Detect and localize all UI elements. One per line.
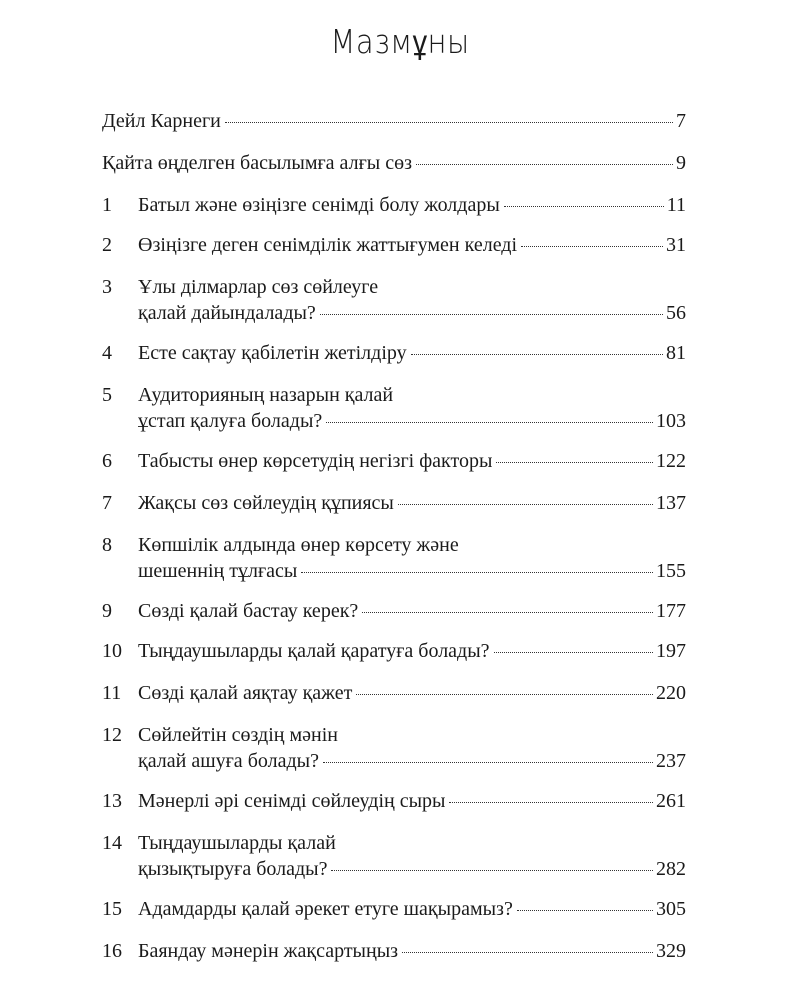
toc-entry[interactable] [102, 274, 686, 326]
page-number: 282 [656, 858, 686, 880]
page-number: 261 [656, 790, 686, 812]
chapter-number: 10 [102, 640, 122, 662]
chapter-title: Сөзді қалай бастау керек? [138, 600, 359, 622]
chapter-title-line2: шешеннің тұлғасы [138, 560, 298, 582]
toc-entry[interactable] [102, 232, 686, 258]
page-number: 237 [656, 750, 686, 772]
page-number: 103 [656, 410, 686, 432]
chapter-number: 7 [102, 492, 112, 514]
dot-leader [320, 314, 663, 315]
chapter-number: 4 [102, 342, 112, 364]
dot-leader [494, 652, 653, 653]
dot-leader [331, 870, 653, 871]
toc-entry[interactable] [102, 722, 686, 774]
toc-entry[interactable] [102, 938, 686, 964]
chapter-title-line1: Көпшілік алдында өнер көрсету және [138, 534, 459, 556]
chapter-title-line2: қалай ашуға болады? [138, 750, 319, 772]
dot-leader [496, 462, 653, 463]
chapter-title-line2: қалай дайындалады? [138, 302, 316, 324]
dot-leader [398, 504, 653, 505]
chapter-number: 5 [102, 384, 112, 406]
toc-entry[interactable] [102, 108, 686, 134]
toc-entry[interactable] [102, 448, 686, 474]
page-number: 329 [656, 940, 686, 962]
dot-leader [521, 246, 663, 247]
dot-leader [402, 952, 653, 953]
chapter-title-line1: Тыңдаушыларды қалай [138, 832, 336, 854]
page-number: 177 [656, 600, 686, 622]
page-number: 11 [666, 194, 686, 216]
dot-leader [356, 694, 653, 695]
dot-leader [323, 762, 653, 763]
page-number: 9 [676, 152, 686, 174]
dot-leader [326, 422, 653, 423]
dot-leader [362, 612, 653, 613]
toc-entry[interactable] [102, 896, 686, 922]
chapter-number: 3 [102, 276, 112, 298]
page-title: Мазмұны [330, 22, 470, 61]
chapter-title-line2: қызықтыруға болады? [138, 858, 328, 880]
dot-leader [411, 354, 663, 355]
chapter-title: Тыңдаушыларды қалай қаратуға болады? [138, 640, 490, 662]
chapter-title: Жақсы сөз сөйлеудің құпиясы [138, 492, 394, 514]
chapter-number: 12 [102, 724, 122, 746]
toc-entry[interactable] [102, 382, 686, 434]
page-number: 305 [656, 898, 686, 920]
chapter-title: Дейл Карнеги [102, 110, 221, 132]
chapter-number: 2 [102, 234, 112, 256]
dot-leader [416, 164, 673, 165]
chapter-number: 15 [102, 898, 122, 920]
toc-entry[interactable] [102, 192, 686, 218]
chapter-title: Табысты өнер көрсетудің негізгі факторы [138, 450, 493, 472]
chapter-title: Мәнерлі әрі сенімді сөйлеудің сыры [138, 790, 446, 812]
page-number: 7 [676, 110, 686, 132]
page-number: 220 [656, 682, 686, 704]
dot-leader [504, 206, 664, 207]
dot-leader [225, 122, 673, 123]
chapter-title: Сөзді қалай аяқтау қажет [138, 682, 353, 704]
dot-leader [517, 910, 653, 911]
page-number: 56 [666, 302, 686, 324]
chapter-number: 6 [102, 450, 112, 472]
chapter-title: Батыл және өзіңізге сенімді болу жолдары [138, 194, 500, 216]
toc-entry[interactable] [102, 830, 686, 882]
chapter-title-line1: Сөйлейтін сөздің мәнін [138, 724, 338, 746]
chapter-number: 1 [102, 194, 112, 216]
chapter-title-line2: ұстап қалуға болады? [138, 410, 323, 432]
chapter-title: Баяндау мәнерін жақсартыңыз [138, 940, 399, 962]
toc-entry[interactable] [102, 638, 686, 664]
page-number: 197 [656, 640, 686, 662]
chapter-number: 16 [102, 940, 122, 962]
chapter-title-line1: Ұлы ділмарлар сөз сөйлеуге [138, 276, 379, 298]
toc-entry[interactable] [102, 150, 686, 176]
chapter-title: Адамдарды қалай әрекет етуге шақырамыз? [138, 898, 513, 920]
toc-entry[interactable] [102, 598, 686, 624]
chapter-title: Өзіңізге деген сенімділік жаттығумен келеді [138, 234, 518, 256]
dot-leader [301, 572, 653, 573]
toc-entry[interactable] [102, 340, 686, 366]
chapter-title: Қайта өңделген басылымға алғы сөз [102, 152, 413, 174]
dot-leader [449, 802, 653, 803]
chapter-number: 14 [102, 832, 122, 854]
chapter-title: Есте сақтау қабілетін жетілдіру [138, 342, 407, 364]
toc-entry[interactable] [102, 680, 686, 706]
page-number: 155 [656, 560, 686, 582]
page-number: 31 [666, 234, 686, 256]
toc-entry[interactable] [102, 532, 686, 584]
chapter-number: 11 [102, 682, 122, 704]
toc-entry[interactable] [102, 490, 686, 516]
chapter-number: 13 [102, 790, 122, 812]
page-number: 137 [656, 492, 686, 514]
chapter-title-line1: Аудиторияның назарын қалай [138, 384, 394, 406]
page-number: 122 [656, 450, 686, 472]
chapter-number: 8 [102, 534, 112, 556]
chapter-number: 9 [102, 600, 112, 622]
toc-entry[interactable] [102, 788, 686, 814]
page-number: 81 [666, 342, 686, 364]
